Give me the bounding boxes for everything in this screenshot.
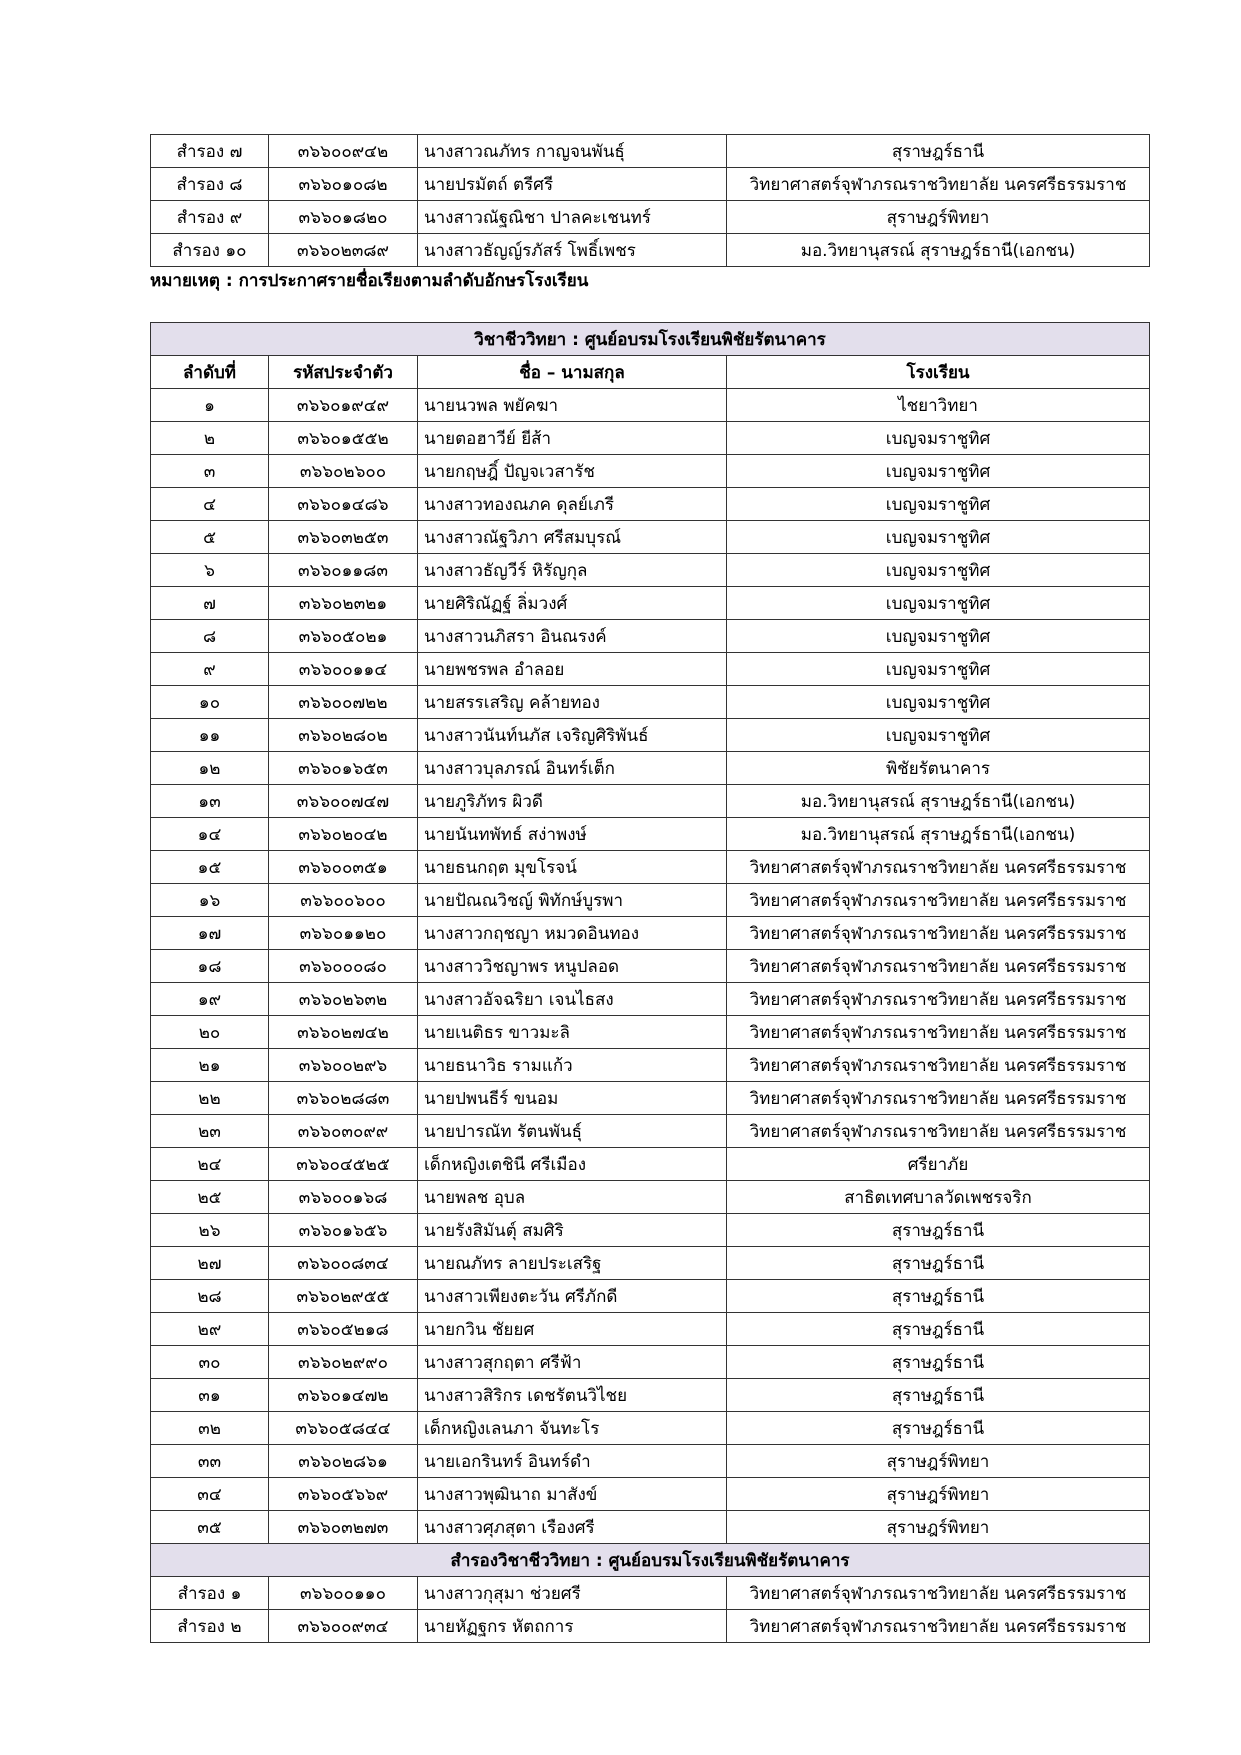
row-number: ๓๑ xyxy=(151,1379,269,1412)
table-row xyxy=(151,785,1150,818)
section-title: วิชาชีววิทยา : ศูนย์อบรมโรงเรียนพิชัยรัตนาคาร xyxy=(151,323,1150,356)
table-row xyxy=(151,1247,1150,1280)
student-name: นายธนกฤต มุขโรจน์ xyxy=(418,851,727,884)
row-number: สำรอง ๘ xyxy=(151,168,269,201)
student-name: นายกวิน ชัยยศ xyxy=(418,1313,727,1346)
row-number: สำรอง ๑๐ xyxy=(151,234,269,267)
school-name: วิทยาศาสตร์จุฬาภรณราชวิทยาลัย นครศรีธรรมราช xyxy=(727,1049,1150,1082)
school-name: สุราษฎร์พิทยา xyxy=(727,201,1150,234)
student-id: ๓๖๖๐๑๐๘๒ xyxy=(269,168,418,201)
row-number: ๒๑ xyxy=(151,1049,269,1082)
school-name: เบญจมราชูทิศ xyxy=(727,686,1150,719)
table-row xyxy=(151,1214,1150,1247)
table-row xyxy=(151,422,1150,455)
student-name: นางสาวณภัทร กาญจนพันธุ์ xyxy=(418,135,727,168)
row-number: ๑๗ xyxy=(151,917,269,950)
header-name: ชื่อ – นามสกุล xyxy=(418,356,727,389)
student-name: นางสาววิชญาพร หนูปลอด xyxy=(418,950,727,983)
row-number: ๑๘ xyxy=(151,950,269,983)
student-id: ๓๖๖๐๒๘๘๓ xyxy=(269,1082,418,1115)
student-name: เด็กหญิงเลนภา จันทะโร xyxy=(418,1412,727,1445)
student-name: นายรังสิมันตุ์ สมศิริ xyxy=(418,1214,727,1247)
row-number: ๕ xyxy=(151,521,269,554)
student-id: ๓๖๖๐๕๐๒๑ xyxy=(269,620,418,653)
student-id: ๓๖๖๐๓๒๗๓ xyxy=(269,1511,418,1544)
table-row xyxy=(151,1313,1150,1346)
table-row xyxy=(151,1082,1150,1115)
student-name: นายปารณัท รัตนพันธุ์ xyxy=(418,1115,727,1148)
student-id: ๓๖๖๐๒๐๔๒ xyxy=(269,818,418,851)
student-name: นายธนาวิธ รามแก้ว xyxy=(418,1049,727,1082)
row-number: ๒๖ xyxy=(151,1214,269,1247)
top-reserve-table xyxy=(150,134,1150,267)
row-number: ๗ xyxy=(151,587,269,620)
student-name: นางสาวสุกฤตา ศรีฟ้า xyxy=(418,1346,727,1379)
table-row xyxy=(151,521,1150,554)
school-name: พิชัยรัตนาคาร xyxy=(727,752,1150,785)
table-row xyxy=(151,752,1150,785)
table-row xyxy=(151,201,1150,234)
school-name: วิทยาศาสตร์จุฬาภรณราชวิทยาลัย นครศรีธรรมราช xyxy=(727,851,1150,884)
student-id: ๓๖๖๐๐๗๒๒ xyxy=(269,686,418,719)
school-name: ไชยาวิทยา xyxy=(727,389,1150,422)
row-number: ๒๐ xyxy=(151,1016,269,1049)
table-row xyxy=(151,884,1150,917)
row-number: สำรอง ๑ xyxy=(151,1577,269,1610)
row-number: ๓๐ xyxy=(151,1346,269,1379)
student-name: นางสาวบุลภรณ์ อินทร์เต็ก xyxy=(418,752,727,785)
header-id: รหัสประจำตัว xyxy=(269,356,418,389)
student-name: นางสาวศุภสุตา เรืองศรี xyxy=(418,1511,727,1544)
biology-table xyxy=(150,322,1150,1643)
school-name: ศรียาภัย xyxy=(727,1148,1150,1181)
table-row xyxy=(151,1115,1150,1148)
table-row xyxy=(151,1016,1150,1049)
row-number: ๒๘ xyxy=(151,1280,269,1313)
student-id: ๓๖๖๐๐๑๖๘ xyxy=(269,1181,418,1214)
student-name: นางสาวกุสุมา ช่วยศรี xyxy=(418,1577,727,1610)
top-reserve-table-body xyxy=(151,135,1150,267)
row-number: ๒๗ xyxy=(151,1247,269,1280)
student-id: ๓๖๖๐๐๑๑๐ xyxy=(269,1577,418,1610)
column-header-row xyxy=(151,356,1150,389)
table-row xyxy=(151,234,1150,267)
row-number: ๖ xyxy=(151,554,269,587)
row-number: ๒๓ xyxy=(151,1115,269,1148)
school-name: เบญจมราชูทิศ xyxy=(727,521,1150,554)
row-number: ๑๒ xyxy=(151,752,269,785)
row-number: ๓๕ xyxy=(151,1511,269,1544)
biology-table-body xyxy=(151,323,1150,1544)
table-row xyxy=(151,851,1150,884)
student-name: นางสาวธัญญ์รภัสร์ โพธิ์เพชร xyxy=(418,234,727,267)
student-id: ๓๖๖๐๕๖๖๙ xyxy=(269,1478,418,1511)
table-row xyxy=(151,168,1150,201)
header-school: โรงเรียน xyxy=(727,356,1150,389)
school-name: สาธิตเทศบาลวัดเพชรจริก xyxy=(727,1181,1150,1214)
table-row xyxy=(151,653,1150,686)
student-name: นายณภัทร ลายประเสริฐ xyxy=(418,1247,727,1280)
student-id: ๓๖๖๐๒๘๐๒ xyxy=(269,719,418,752)
student-name: นายปัณณวิชญ์ พิทักษ์บูรพา xyxy=(418,884,727,917)
student-id: ๓๖๖๐๑๙๔๙ xyxy=(269,389,418,422)
student-name: นายปพนธีร์ ขนอม xyxy=(418,1082,727,1115)
student-name: นางสาวณัฐวิภา ศรีสมบุรณ์ xyxy=(418,521,727,554)
student-id: ๓๖๖๐๔๕๒๕ xyxy=(269,1148,418,1181)
row-number: สำรอง ๙ xyxy=(151,201,269,234)
table-row xyxy=(151,389,1150,422)
student-id: ๓๖๖๐๐๗๔๗ xyxy=(269,785,418,818)
table-row xyxy=(151,686,1150,719)
school-name: มอ.วิทยานุสรณ์ สุราษฎร์ธานี(เอกชน) xyxy=(727,234,1150,267)
school-name: สุราษฎร์ธานี xyxy=(727,1214,1150,1247)
student-id: ๓๖๖๐๑๔๗๒ xyxy=(269,1379,418,1412)
row-number: ๑๓ xyxy=(151,785,269,818)
reserve-section-title-row xyxy=(151,1544,1150,1577)
table-row xyxy=(151,1148,1150,1181)
school-name: สุราษฎร์ธานี xyxy=(727,1346,1150,1379)
row-number: สำรอง ๒ xyxy=(151,1610,269,1643)
row-number: ๒ xyxy=(151,422,269,455)
school-name: สุราษฎร์ธานี xyxy=(727,1247,1150,1280)
table-row xyxy=(151,488,1150,521)
student-id: ๓๖๖๐๐๓๕๑ xyxy=(269,851,418,884)
school-name: เบญจมราชูทิศ xyxy=(727,719,1150,752)
school-name: เบญจมราชูทิศ xyxy=(727,422,1150,455)
reserve-section-title: สำรองวิชาชีววิทยา : ศูนย์อบรมโรงเรียนพิชัยรัตนาคาร xyxy=(151,1544,1150,1577)
row-number: ๑ xyxy=(151,389,269,422)
school-name: วิทยาศาสตร์จุฬาภรณราชวิทยาลัย นครศรีธรรมราช xyxy=(727,917,1150,950)
row-number: ๑๙ xyxy=(151,983,269,1016)
row-number: ๓๔ xyxy=(151,1478,269,1511)
student-name: นางสาวณัฐณิชา ปาลคะเชนทร์ xyxy=(418,201,727,234)
table-row xyxy=(151,554,1150,587)
student-id: ๓๖๖๐๑๑๘๓ xyxy=(269,554,418,587)
table-row xyxy=(151,620,1150,653)
student-name: นางสาวสิริกร เดชรัตนวิไชย xyxy=(418,1379,727,1412)
student-name: นายปรมัตถ์ ตรีศรี xyxy=(418,168,727,201)
school-name: สุราษฎร์ธานี xyxy=(727,1313,1150,1346)
school-name: มอ.วิทยานุสรณ์ สุราษฎร์ธานี(เอกชน) xyxy=(727,785,1150,818)
student-id: ๓๖๖๐๓๒๕๓ xyxy=(269,521,418,554)
reserve-table-body xyxy=(151,1544,1150,1643)
table-row xyxy=(151,1511,1150,1544)
row-number: ๒๒ xyxy=(151,1082,269,1115)
table-row xyxy=(151,1478,1150,1511)
row-number: ๑๐ xyxy=(151,686,269,719)
row-number: ๓ xyxy=(151,455,269,488)
student-id: ๓๖๖๐๐๖๐๐ xyxy=(269,884,418,917)
student-name: นางสาวอัจฉริยา เจนไธสง xyxy=(418,983,727,1016)
school-name: วิทยาศาสตร์จุฬาภรณราชวิทยาลัย นครศรีธรรมราช xyxy=(727,1082,1150,1115)
row-number: ๔ xyxy=(151,488,269,521)
student-id: ๓๖๖๐๑๘๒๐ xyxy=(269,201,418,234)
student-id: ๓๖๖๐๒๓๘๙ xyxy=(269,234,418,267)
row-number: ๓๒ xyxy=(151,1412,269,1445)
student-name: เด็กหญิงเตชินี ศรีเมือง xyxy=(418,1148,727,1181)
row-number: ๑๔ xyxy=(151,818,269,851)
student-id: ๓๖๖๐๒๖๓๒ xyxy=(269,983,418,1016)
school-name: เบญจมราชูทิศ xyxy=(727,653,1150,686)
student-name: นายพลช อุบล xyxy=(418,1181,727,1214)
student-name: นายเนติธร ขาวมะลิ xyxy=(418,1016,727,1049)
student-id: ๓๖๖๐๓๐๙๙ xyxy=(269,1115,418,1148)
student-id: ๓๖๖๐๒๙๙๐ xyxy=(269,1346,418,1379)
student-id: ๓๖๖๐๑๖๕๓ xyxy=(269,752,418,785)
student-name: นางสาวนันท์นภัส เจริญศิริพันธ์ xyxy=(418,719,727,752)
student-name: นางสาวกฤชญา หมวดอินทอง xyxy=(418,917,727,950)
student-name: นางสาวพุฒินาถ มาสังข์ xyxy=(418,1478,727,1511)
school-name: เบญจมราชูทิศ xyxy=(727,554,1150,587)
table-row xyxy=(151,818,1150,851)
student-id: ๓๖๖๐๐๑๑๔ xyxy=(269,653,418,686)
student-name: นางสาวนภิสรา อินณรงค์ xyxy=(418,620,727,653)
student-name: นายพชรพล อำลอย xyxy=(418,653,727,686)
school-name: เบญจมราชูทิศ xyxy=(727,620,1150,653)
student-name: นายตอฮาวีย์ ยีส้า xyxy=(418,422,727,455)
student-id: ๓๖๖๐๒๓๒๑ xyxy=(269,587,418,620)
school-name: วิทยาศาสตร์จุฬาภรณราชวิทยาลัย นครศรีธรรมราช xyxy=(727,1577,1150,1610)
student-name: นายภูริภัทร ผิวดี xyxy=(418,785,727,818)
school-name: เบญจมราชูทิศ xyxy=(727,455,1150,488)
note-text: หมายเหตุ : การประกาศรายชื่อเรียงตามลำดับอักษรโรงเรียน xyxy=(150,271,589,291)
student-id: ๓๖๖๐๐๐๘๐ xyxy=(269,950,418,983)
school-name: สุราษฎร์ธานี xyxy=(727,1379,1150,1412)
row-number: ๘ xyxy=(151,620,269,653)
student-id: ๓๖๖๐๒๖๐๐ xyxy=(269,455,418,488)
school-name: วิทยาศาสตร์จุฬาภรณราชวิทยาลัย นครศรีธรรมราช xyxy=(727,1115,1150,1148)
header-number: ลำดับที่ xyxy=(151,356,269,389)
table-row xyxy=(151,1445,1150,1478)
school-name: สุราษฎร์พิทยา xyxy=(727,1511,1150,1544)
student-name: นางสาวธัญวีร์ หิรัญกุล xyxy=(418,554,727,587)
school-name: สุราษฎร์ธานี xyxy=(727,135,1150,168)
student-name: นายกฤษฎิ์ ปัญจเวสารัช xyxy=(418,455,727,488)
student-id: ๓๖๖๐๒๗๔๒ xyxy=(269,1016,418,1049)
student-name: นายเอกรินทร์ อินทร์ดำ xyxy=(418,1445,727,1478)
school-name: วิทยาศาสตร์จุฬาภรณราชวิทยาลัย นครศรีธรรมราช xyxy=(727,983,1150,1016)
row-number: ๑๑ xyxy=(151,719,269,752)
table-row xyxy=(151,1280,1150,1313)
student-id: ๓๖๖๐๒๘๖๑ xyxy=(269,1445,418,1478)
row-number: ๒๙ xyxy=(151,1313,269,1346)
school-name: วิทยาศาสตร์จุฬาภรณราชวิทยาลัย นครศรีธรรมราช xyxy=(727,1016,1150,1049)
student-id: ๓๖๖๐๕๘๔๔ xyxy=(269,1412,418,1445)
table-row xyxy=(151,983,1150,1016)
table-row xyxy=(151,1610,1150,1643)
school-name: มอ.วิทยานุสรณ์ สุราษฎร์ธานี(เอกชน) xyxy=(727,818,1150,851)
school-name: วิทยาศาสตร์จุฬาภรณราชวิทยาลัย นครศรีธรรมราช xyxy=(727,1610,1150,1643)
table-row xyxy=(151,1412,1150,1445)
table-row xyxy=(151,950,1150,983)
document-page xyxy=(150,134,1149,1643)
row-number: ๒๔ xyxy=(151,1148,269,1181)
row-number: ๙ xyxy=(151,653,269,686)
row-number: ๓๓ xyxy=(151,1445,269,1478)
student-id: ๓๖๖๐๐๙๓๔ xyxy=(269,1610,418,1643)
school-name: วิทยาศาสตร์จุฬาภรณราชวิทยาลัย นครศรีธรรมราช xyxy=(727,884,1150,917)
student-id: ๓๖๖๐๑๖๕๖ xyxy=(269,1214,418,1247)
table-row xyxy=(151,917,1150,950)
row-number: สำรอง ๗ xyxy=(151,135,269,168)
student-name: นายนวพล พยัคฆา xyxy=(418,389,727,422)
table-row xyxy=(151,1181,1150,1214)
school-name: เบญจมราชูทิศ xyxy=(727,488,1150,521)
row-number: ๑๕ xyxy=(151,851,269,884)
student-name: นางสาวเพียงตะวัน ศรีภักดี xyxy=(418,1280,727,1313)
table-row xyxy=(151,1049,1150,1082)
table-row xyxy=(151,719,1150,752)
student-id: ๓๖๖๐๒๙๕๕ xyxy=(269,1280,418,1313)
school-name: สุราษฎร์พิทยา xyxy=(727,1445,1150,1478)
section-title-row xyxy=(151,323,1150,356)
student-id: ๓๖๖๐๑๑๒๐ xyxy=(269,917,418,950)
student-id: ๓๖๖๐๕๒๑๘ xyxy=(269,1313,418,1346)
student-name: นายนันทพัทธ์ สง่าพงษ์ xyxy=(418,818,727,851)
row-number: ๑๖ xyxy=(151,884,269,917)
student-name: นายสรรเสริญ คล้ายทอง xyxy=(418,686,727,719)
student-id: ๓๖๖๐๐๙๔๒ xyxy=(269,135,418,168)
student-id: ๓๖๖๐๐๒๙๖ xyxy=(269,1049,418,1082)
table-row xyxy=(151,1346,1150,1379)
school-name: วิทยาศาสตร์จุฬาภรณราชวิทยาลัย นครศรีธรรมราช xyxy=(727,950,1150,983)
school-name: วิทยาศาสตร์จุฬาภรณราชวิทยาลัย นครศรีธรรมราช xyxy=(727,168,1150,201)
table-row xyxy=(151,135,1150,168)
school-name: เบญจมราชูทิศ xyxy=(727,587,1150,620)
student-name: นายศิริณัฏฐ์ ลิ่มวงศ์ xyxy=(418,587,727,620)
table-row xyxy=(151,587,1150,620)
table-row xyxy=(151,1577,1150,1610)
student-id: ๓๖๖๐๑๕๕๒ xyxy=(269,422,418,455)
student-name: นายหัฏฐกร หัตถการ xyxy=(418,1610,727,1643)
row-number: ๒๕ xyxy=(151,1181,269,1214)
school-name: สุราษฎร์ธานี xyxy=(727,1412,1150,1445)
school-name: สุราษฎร์ธานี xyxy=(727,1280,1150,1313)
school-name: สุราษฎร์พิทยา xyxy=(727,1478,1150,1511)
table-row xyxy=(151,455,1150,488)
student-id: ๓๖๖๐๐๘๓๔ xyxy=(269,1247,418,1280)
student-id: ๓๖๖๐๑๔๘๖ xyxy=(269,488,418,521)
student-name: นางสาวทองณภค ดุลย์เภรี xyxy=(418,488,727,521)
table-row xyxy=(151,1379,1150,1412)
